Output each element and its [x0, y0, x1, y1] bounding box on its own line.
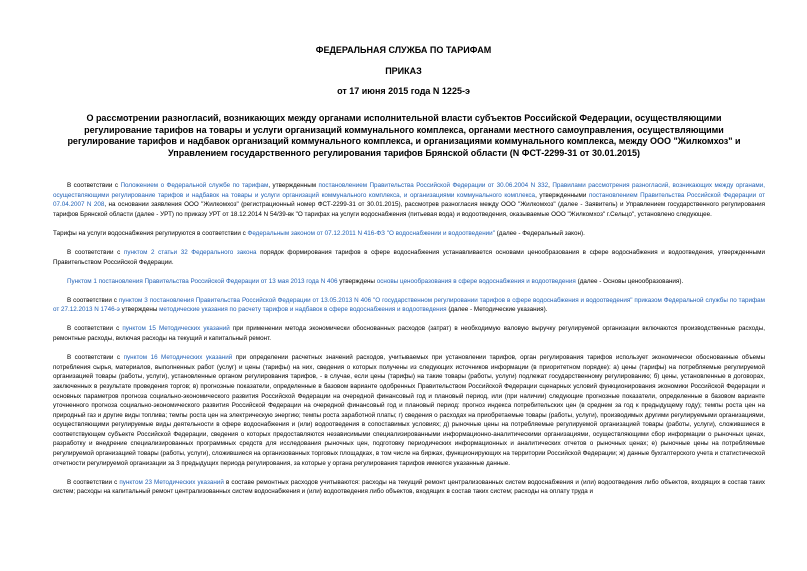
document-link[interactable]: Правилами рассмотрения разногласий, возникающих между органами, осуществляющими регулирование тарифов и надбавок на товары и услуги организаций коммунального комплекса, и организациями коммунального комплекса [53, 182, 766, 199]
paragraph-text: , утвержденными [535, 191, 589, 199]
document-link[interactable]: пунктом 3 постановления Правительства Российской Федерации от 13.05.2013 N 406 "О государственном регулировании тарифов в сфере водоснабжения и водоотведения" [118, 296, 633, 304]
document-link[interactable]: пунктом 15 Методических указаний [122, 325, 230, 333]
document-link[interactable]: методические указания по расчету тарифов и надбавок в сфере водоснабжения и водоотведения [159, 306, 447, 314]
paragraph-text: утверждены [337, 277, 377, 285]
document-link[interactable]: Федеральным законом от 07.12.2011 N 416-ФЗ "О водоснабжении и водоотведении" [247, 229, 495, 237]
paragraph-text: В соответствии с [67, 354, 124, 362]
paragraph-text: порядок формирования тарифов в сфере водоснабжения устанавливается основами ценообразования в сфере водоснабжения и водоотведения, утвержденными Правительством Российской Федерации. [53, 248, 766, 266]
paragraph-text: при определении расчетных значений расходов, учитываемых при установлении тарифов, орган регулирования тарифов использует экономически обоснованные объемы потребления сырья, материалов, выполненных работ (услуг) и цены (тарифы) на них, сведения о которых получены из следующих источников информации (в приоритетном порядке): а) цены (тарифы) на потребляемые регулируемой организацией товары (работы, услуги), установленные органом регулирования тарифов, - в случае, если цены (тарифы) на такие товары (работы, услуги) подлежат государственному регулированию; б) цены, установленные в договорах, заключенных в результате проведения торгов; в) прогнозные показатели, определенные в базовом варианте одобренных Правительством Российской Федерации сценарных условий функционирования экономики Российской Федерации и основных параметров прогноза социально-экономического развития Российской Федерации на очередной финансовый год и плановый период, или (при наличии) следующие прогнозные показатели, определенные в базовом варианте уточненного прогноза социально-экономического развития Российской Федерации на очередной финансовый год и плановый период: прогноз индекса потребительских цен (в среднем за год к предыдущему году); темпы роста цен на природный газ и другие виды топлива; темпы роста цен на электрическую энергию; темпы роста заработной платы; г) сведения о расходах на приобретаемые товары (работы, услуги), производимых другими регулируемыми организациями, осуществляющими регулируемые виды деятельности в сфере водоснабжения и (или) водоотведения в сопоставимых условиях; д) рыночные цены на потребляемые регулируемой организацией товары (работы, услуги), сложившиеся в соответствующем субъекте Российской Федерации, сведения о которых предоставляются независимыми специализированными информационно-аналитическими организациями, осуществляющими сбор информации о рыночных ценах, разработку и внедрение специализированных программных средств для исследования рыночных цен, подготовку периодических информационных и аналитических отчетов о рыночных ценах; е) рыночные цены на потребляемые регулируемой организацией товары (работы, услуги), сложившиеся на организованных торговых площадках, в том числе на биржах, функционирующих на территории Российской Федерации; ж) данные бухгалтерского учета и статистической отчетности регулируемой организации за 3 предыдущих периода регулирования, за которые у органа регулирования тарифов имеются указанные данные. [53, 354, 766, 467]
paragraph [53, 353, 765, 468]
document-body [53, 181, 765, 506]
document-link[interactable]: Пунктом 1 постановления Правительства Российской Федерации от 13 мая 2013 года N 406 [67, 277, 338, 285]
paragraph [53, 478, 765, 497]
paragraph [53, 229, 765, 239]
paragraph-text: , на основании заявления ООО "Жилкомхоз" (регистрационный номер ФСТ-2299-31 от 30.01.2015), рассмотрев разногласия между ООО "Жилкомхоз" (далее - Заявитель) и Управлением государственного регулирования тарифов Брянской области (далее - УРТ) по приказу УРТ от 18.12.2014 N 54/39-вк "О тарифах на услуги водоснабжения (питьевая вода) и водоотведения, оказываемые ООО "Жилкомхоз" г.Сельцо", установлено следующее. [53, 201, 765, 218]
paragraph [53, 324, 765, 343]
paragraph-text: (далее - Федеральный закон). [494, 229, 585, 237]
paragraph-text: в составе ремонтных расходов учитываются: расходы на текущий ремонт централизованных систем водоснабжения и (или) водоотведения либо объектов, входящих в состав таких систем; расходы на капитальный ремонт централизованных систем водоснабжения и (или) водоотведения либо объектов, входящих в состав таких систем; расходы на оплату труда и [53, 478, 766, 496]
paragraph-text: утверждены [119, 306, 160, 314]
paragraph-text: В соответствии с [67, 296, 119, 304]
date-number-heading: от 17 июня 2015 года N 1225-э [337, 86, 470, 96]
document-title: О рассмотрении разногласий, возникающих между органами исполнительной власти субъектов Российской Федерации, осуществляющими регулирование тарифов на товары и услуги организаций коммунального комплекса, органами местного самоуправления, осуществляющими регулирование тарифов и надбавок организаций коммунального комплекса, и организациями коммунального комплекса, между ООО "Жилкомхоз" и Управлением государственного регулирования тарифов Брянской области (N ФСТ-2299-31 от 30.01.2015) [67, 113, 741, 158]
document-link[interactable]: постановлением Правительства Российской Федерации от 30.06.2004 N 332 [318, 182, 549, 189]
paragraph-text: В соответствии с [67, 248, 124, 256]
paragraph [53, 296, 765, 315]
document-link[interactable]: приказом Федеральной службы по тарифам от 27.12.2013 N 1746-э [53, 296, 766, 314]
document-link[interactable]: основы ценообразования в сфере водоснабжения и водоотведения [376, 277, 576, 285]
paragraph-text: В соответствии с [67, 478, 120, 486]
document-link[interactable]: постановлением Правительства Российской Федерации от 07.04.2007 N 208 [53, 191, 765, 209]
doc-type-heading: ПРИКАЗ [385, 66, 422, 76]
paragraph-text: при применении метода экономически обоснованных расходов (затрат) в необходимую валовую выручку регулируемой организации включаются производственные расходы, ремонтные расходы, включая расходы на текущий и капитальный ремонт. [53, 325, 765, 343]
document-link[interactable]: Положением о Федеральной службе по тарифам [120, 182, 269, 189]
paragraph-text: В соответствии с [67, 325, 123, 333]
paragraph-text: (далее - Основы ценообразования). [575, 277, 684, 285]
document-link[interactable]: пунктом 23 Методических указаний [119, 478, 224, 486]
paragraph-text: , [548, 182, 553, 189]
agency-heading: ФЕДЕРАЛЬНАЯ СЛУЖБА ПО ТАРИФАМ [315, 45, 492, 55]
paragraph-text: (далее - Методические указания). [446, 306, 548, 314]
paragraph [53, 277, 765, 287]
paragraph-text: , утвержденным [268, 182, 319, 189]
paragraph [53, 248, 765, 267]
document-link[interactable]: пунктом 16 Методических указаний [123, 354, 233, 362]
paragraph-text: В соответствии с [67, 182, 121, 189]
paragraph [53, 181, 765, 219]
paragraph-text: Тарифы на услуги водоснабжения регулируются в соответствии с [53, 229, 248, 237]
document-link[interactable]: пунктом 2 статьи 32 Федерального закона [123, 248, 257, 256]
